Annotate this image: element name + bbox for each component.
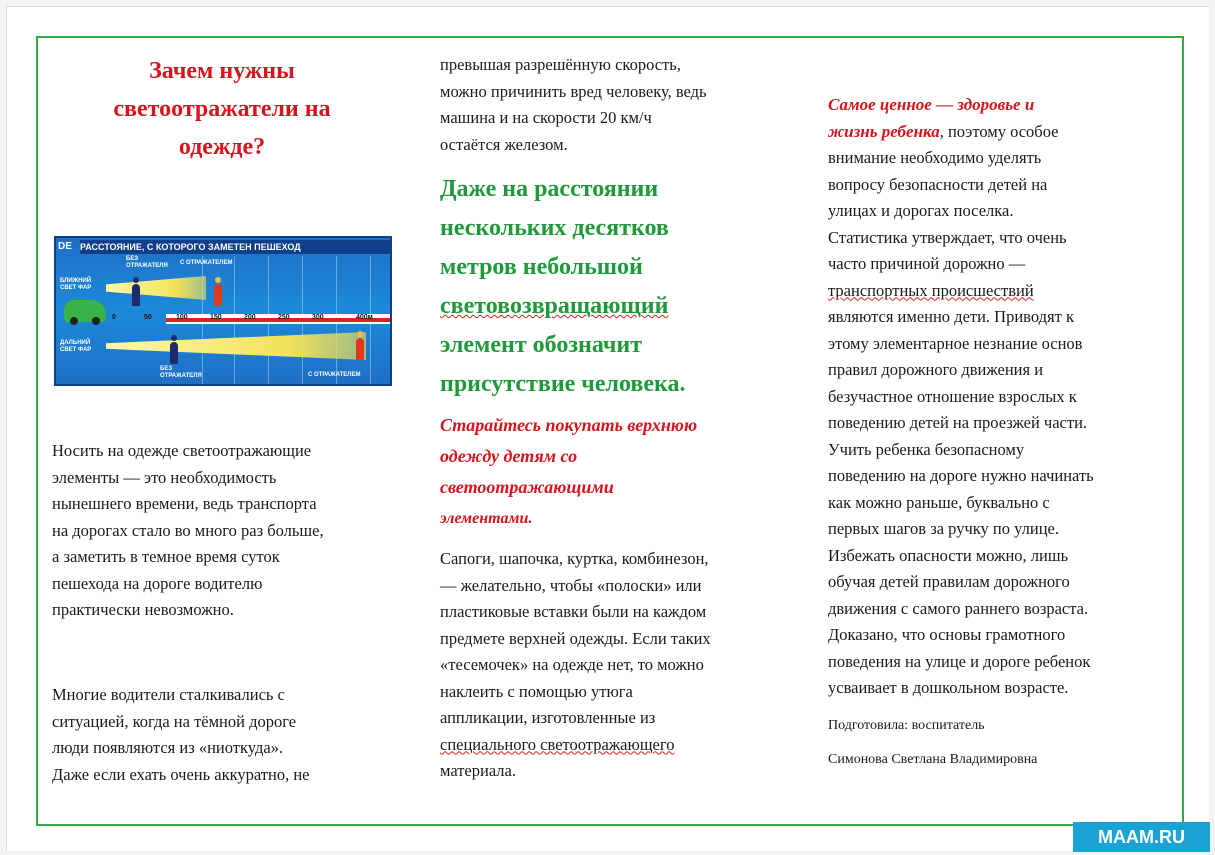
text-line: как можно раньше, буквально с xyxy=(828,492,1050,512)
pedestrian-dark-icon xyxy=(132,284,140,306)
pedestrian-reflective-icon xyxy=(214,284,222,306)
text-line: практически невозможно. xyxy=(52,600,234,619)
red-intro-emphasis: жизнь ребенка xyxy=(828,121,940,141)
signature-name: Симонова Светлана Владимировна xyxy=(828,751,1038,767)
tick-label: 150 xyxy=(210,314,222,321)
wheel-icon xyxy=(70,317,78,325)
text-line: наклеить с помощью утюга xyxy=(440,681,633,701)
green-heading xyxy=(440,170,785,404)
text-line: безучастное отношение взрослых к xyxy=(828,386,1077,406)
tick-label: 50 xyxy=(144,314,152,321)
pedestrian-head-icon xyxy=(357,331,363,337)
heading-line: элемент обозначит xyxy=(440,332,643,358)
paragraph-speed xyxy=(440,52,785,158)
pedestrian-reflective-icon xyxy=(356,338,364,360)
paragraph-necessity xyxy=(52,438,397,624)
column-left xyxy=(52,52,392,166)
label-near-light: БЛИЖНИЙ СВЕТ ФАР xyxy=(60,278,92,291)
text-line: поведению детей на проезжей части. xyxy=(828,413,1088,432)
text-line: часто причиной дорожно — xyxy=(828,254,1026,273)
heading-line: элементами. xyxy=(440,510,533,527)
wheel-icon xyxy=(92,317,100,325)
text-line: первых шагов за ручку по улице. xyxy=(828,519,1059,538)
pedestrian-head-icon xyxy=(171,335,177,341)
column-right xyxy=(828,92,1173,770)
text-line: поведения на улице и дороге ребенок xyxy=(828,651,1091,671)
title-line: Зачем нужны xyxy=(149,58,295,84)
paragraph-child-safety xyxy=(828,92,1173,702)
text-line: Избежать опасности можно, лишь xyxy=(828,545,1069,565)
text-line: поведению на дороге нужно начинать xyxy=(828,466,1094,485)
signature-role: Подготовила: воспитатель xyxy=(828,717,985,733)
title-line: одежде? xyxy=(178,134,266,160)
tick-label: 200 xyxy=(244,314,256,321)
pedestrian-head-icon xyxy=(133,277,139,283)
text-line: — желательно, чтобы «полоски» или xyxy=(440,575,702,595)
column-middle xyxy=(440,52,785,785)
text-line: пластиковые вставки были на каждом xyxy=(440,602,707,621)
car-icon xyxy=(64,300,106,322)
text-line: Носить на одежде светоотражающие xyxy=(52,441,312,460)
tick-label: 400м xyxy=(356,314,373,321)
text-line: улицах и дорогах поселка. xyxy=(828,201,1014,220)
text-line: специального светоотражающего xyxy=(440,734,675,754)
text-line: а заметить в темное время суток xyxy=(52,547,280,566)
pedestrian-dark-icon xyxy=(170,342,178,364)
text-line xyxy=(828,119,1173,146)
label-with-reflector-top: С ОТРАЖАТЕЛЕМ xyxy=(180,260,233,266)
text-line: движения с самого раннего возраста. xyxy=(828,598,1089,618)
text-line: можно причинить вред человеку, ведь xyxy=(440,81,707,101)
text-line: обучая детей правилам дорожного xyxy=(828,572,1070,591)
heading-line: Старайтесь покупать верхнюю xyxy=(440,415,698,435)
text-line: материала. xyxy=(440,761,516,780)
watermark-logo: MAAM.RU xyxy=(1073,822,1210,852)
heading-line: светоотражающими xyxy=(440,477,614,497)
heading-line: Даже на расстоянии xyxy=(440,176,659,202)
text-line: элементы — это необходимость xyxy=(52,467,277,487)
page-title xyxy=(52,52,392,166)
tick-label: 250 xyxy=(278,314,290,321)
heading-line: одежду детям со xyxy=(440,446,578,466)
tick-label: 0 xyxy=(112,314,116,321)
heading-line: метров небольшой xyxy=(440,254,643,280)
label-with-reflector-bottom: С ОТРАЖАТЕЛЕМ xyxy=(308,372,361,378)
text-line: «тесемочек» на одежде нет, то можно xyxy=(440,655,704,674)
red-intro-line: Самое ценное — здоровье и xyxy=(828,95,1035,114)
text-line: усваивает в дошкольном возрасте. xyxy=(828,678,1069,697)
text-line: Даже если ехать очень аккуратно, не xyxy=(52,764,310,784)
label-far-light: ДАЛЬНИЙ СВЕТ ФАР xyxy=(60,340,92,353)
pedestrian-head-icon xyxy=(215,277,221,283)
text-line: Сапоги, шапочка, куртка, комбинезон, xyxy=(440,549,709,568)
text-fragment: , поэтому особое xyxy=(939,121,1059,141)
label-without-reflector-bottom: БЕЗ ОТРАЖАТЕЛЯ xyxy=(160,366,202,379)
text-line: превышая разрешённую скорость, xyxy=(440,55,681,74)
text-line: являются именно дети. Приводят к xyxy=(828,307,1074,326)
far-light-beam xyxy=(106,332,366,360)
text-line: транспортных происшествий xyxy=(828,280,1034,300)
text-line: Доказано, что основы грамотного xyxy=(828,625,1066,644)
text-line: правил дорожного движения и xyxy=(828,360,1044,379)
paragraph-clothes xyxy=(440,546,785,785)
label-without-reflector-top: БЕЗ ОТРАЖАТЕЛЯ xyxy=(126,256,168,269)
red-heading xyxy=(440,410,785,534)
text-line: машина и на скорости 20 км/ч xyxy=(440,108,652,127)
text-line: предмете верхней одежды. Если таких xyxy=(440,628,711,648)
text-line: вопросу безопасности детей на xyxy=(828,174,1048,194)
text-line: аппликации, изготовленные из xyxy=(440,708,656,727)
text-line: остаётся железом. xyxy=(440,134,568,154)
text-line: Статистика утверждает, что очень xyxy=(828,227,1067,247)
text-line: ситуацией, когда на тёмной дороге xyxy=(52,711,297,731)
near-light-beam xyxy=(106,276,206,300)
paragraph-drivers xyxy=(52,682,397,788)
infographic-logo: DE xyxy=(58,241,72,252)
visibility-distance-infographic xyxy=(54,236,392,386)
text-line: внимание необходимо уделять xyxy=(828,148,1042,167)
text-line: люди появляются из «ниоткуда». xyxy=(52,738,284,757)
text-line: этому элементарное незнание основ xyxy=(828,333,1083,353)
heading-line: нескольких десятков xyxy=(440,215,669,241)
tick-label: 300 xyxy=(312,314,324,321)
infographic-title: РАССТОЯНИЕ, С КОТОРОГО ЗАМЕТЕН ПЕШЕХОД xyxy=(80,240,390,254)
text-line: на дорогах стало во много раз больше, xyxy=(52,520,324,540)
text-line: Учить ребенка безопасному xyxy=(828,439,1025,459)
tick-label: 100 xyxy=(176,314,188,321)
heading-line: световозвращающий xyxy=(440,293,669,319)
title-line: светоотражатели на xyxy=(113,96,331,122)
text-line: пешехода на дороге водителю xyxy=(52,573,263,593)
heading-line: присутствие человека. xyxy=(440,371,686,397)
text-line: Многие водители сталкивались с xyxy=(52,685,285,704)
text-line: нынешнего времени, ведь транспорта xyxy=(52,494,317,513)
